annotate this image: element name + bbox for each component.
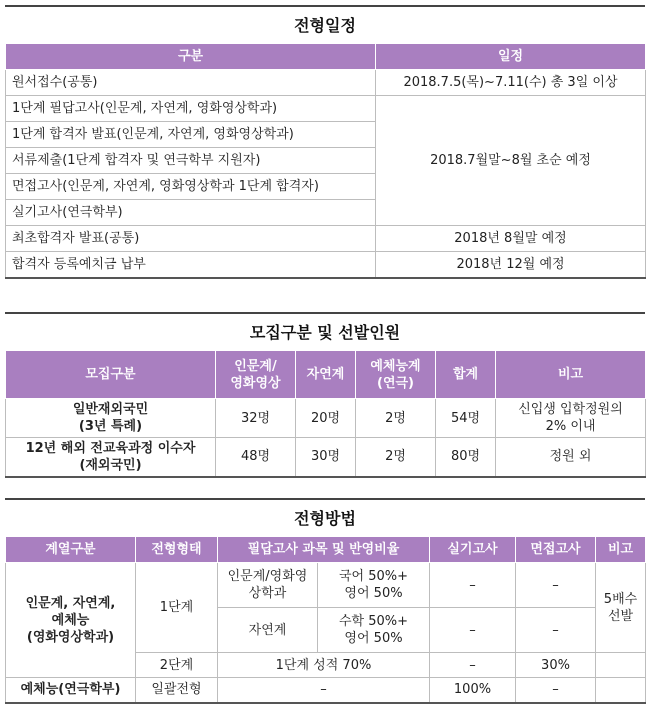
method-interview: – — [516, 563, 596, 608]
cell-line: (3년 특례) — [78, 419, 143, 434]
table-row — [6, 438, 646, 477]
method-single-written: – — [218, 678, 430, 703]
method-stage-single: 일괄전형 — [136, 678, 218, 703]
schedule-item-date: 2018년 12월 예정 — [376, 252, 646, 278]
method-group-2: 예체능(연극학부) — [6, 678, 136, 703]
recruit-header-category: 모집구분 — [6, 351, 216, 399]
schedule-section — [5, 5, 645, 279]
recruit-header-row — [6, 351, 646, 399]
method-interview: – — [516, 608, 596, 653]
schedule-header-row — [6, 44, 646, 70]
method-practical: – — [430, 563, 516, 608]
cell-line: (재외국민) — [79, 457, 142, 473]
method-section — [5, 498, 645, 704]
recruit-total: 80명 — [436, 438, 496, 477]
table-row — [6, 96, 646, 122]
cell-line: 국어 50%+ — [338, 569, 409, 584]
cell-line: 신입생 입학정원의 — [518, 402, 623, 417]
method-header-written: 필답고사 과목 및 반영비율 — [218, 537, 430, 563]
recruit-humanities: 32명 — [216, 399, 296, 438]
recruit-humanities: 48명 — [216, 438, 296, 477]
schedule-header-date: 일정 — [376, 44, 646, 70]
cell-line: 상학과 — [248, 586, 287, 601]
method-note-empty — [596, 653, 646, 678]
recruit-category — [6, 399, 216, 438]
method-table — [5, 536, 646, 704]
header-line: (연극) — [377, 375, 414, 391]
cell-line: 2% 이내 — [545, 419, 596, 434]
table-row — [6, 252, 646, 278]
method-header-row — [6, 537, 646, 563]
table-row — [6, 563, 646, 608]
schedule-header-category: 구분 — [6, 44, 376, 70]
method-sub-humanities — [218, 563, 318, 608]
recruit-arts: 2명 — [356, 399, 436, 438]
schedule-item-label: 면접고사(인문계, 자연계, 영화영상학과 1단계 합격자) — [6, 174, 376, 200]
cell-line: 일반재외국민 — [72, 402, 149, 417]
recruit-header-arts — [356, 351, 436, 399]
method-header-stage: 전형형태 — [136, 537, 218, 563]
method-stage2-written: 1단계 성적 70% — [218, 653, 430, 678]
cell-line: 수학 50%+ — [338, 614, 409, 629]
cell-line: 예체능 — [51, 612, 90, 628]
method-sub-science: 자연계 — [218, 608, 318, 653]
schedule-item-label: 실기고사(연극학부) — [6, 200, 376, 226]
table-row — [6, 678, 646, 703]
schedule-title: 전형일정 — [5, 5, 645, 43]
recruit-title: 모집구분 및 선발인원 — [5, 312, 645, 350]
recruit-note — [496, 399, 646, 438]
recruit-header-humanities — [216, 351, 296, 399]
schedule-item-label: 1단계 합격자 발표(인문계, 자연계, 영화영상학과) — [6, 122, 376, 148]
schedule-item-date: 2018.7.5(목)~7.11(수) 총 3일 이상 — [376, 70, 646, 96]
method-note — [596, 563, 646, 653]
cell-line: 5배수 — [603, 591, 638, 607]
method-stage-1: 1단계 — [136, 563, 218, 653]
header-line: 영화영상 — [230, 375, 281, 391]
method-header-interview: 면접고사 — [516, 537, 596, 563]
schedule-item-label: 최초합격자 발표(공통) — [6, 226, 376, 252]
method-practical: – — [430, 653, 516, 678]
recruit-arts: 2명 — [356, 438, 436, 477]
recruit-header-science: 자연계 — [296, 351, 356, 399]
cell-line: 인문계/영화영 — [227, 569, 308, 584]
cell-line: 영어 50% — [344, 631, 403, 646]
cell-line: 12년 해외 전교육과정 이수자 — [25, 440, 196, 456]
method-subject-humanities — [318, 563, 430, 608]
method-header-group: 계열구분 — [6, 537, 136, 563]
method-single-interview: – — [516, 678, 596, 703]
method-stage-2: 2단계 — [136, 653, 218, 678]
table-row — [6, 226, 646, 252]
header-line: 예체능계 — [370, 358, 421, 374]
schedule-merged-date: 2018.7월말~8월 초순 예정 — [376, 96, 646, 226]
table-row — [6, 70, 646, 96]
method-header-note: 비고 — [596, 537, 646, 563]
method-single-practical: 100% — [430, 678, 516, 703]
method-title: 전형방법 — [5, 498, 645, 536]
cell-line: 인문계, 자연계, — [25, 595, 116, 611]
cell-line: 영어 50% — [344, 586, 403, 601]
table-row — [6, 399, 646, 438]
recruit-section — [5, 312, 645, 478]
recruit-header-note: 비고 — [496, 351, 646, 399]
recruit-header-total: 합계 — [436, 351, 496, 399]
recruit-science: 20명 — [296, 399, 356, 438]
recruit-note: 정원 외 — [496, 438, 646, 477]
recruit-category — [6, 438, 216, 477]
header-line: 인문계/ — [234, 358, 277, 374]
schedule-item-label: 서류제출(1단계 합격자 및 연극학부 지원자) — [6, 148, 376, 174]
schedule-item-label: 1단계 필답고사(인문계, 자연계, 영화영상학과) — [6, 96, 376, 122]
method-interview: 30% — [516, 653, 596, 678]
method-practical: – — [430, 608, 516, 653]
method-subject-science — [318, 608, 430, 653]
schedule-item-label: 합격자 등록예치금 납부 — [6, 252, 376, 278]
method-group-1 — [6, 563, 136, 678]
schedule-item-date: 2018년 8월말 예정 — [376, 226, 646, 252]
schedule-table — [5, 43, 646, 279]
method-header-practical: 실기고사 — [430, 537, 516, 563]
recruit-science: 30명 — [296, 438, 356, 477]
recruit-total: 54명 — [436, 399, 496, 438]
cell-line: (영화영상학과) — [26, 629, 115, 645]
method-single-note — [596, 678, 646, 703]
cell-line: 선발 — [607, 608, 634, 624]
recruit-table — [5, 350, 646, 478]
schedule-item-label: 원서접수(공통) — [6, 70, 376, 96]
